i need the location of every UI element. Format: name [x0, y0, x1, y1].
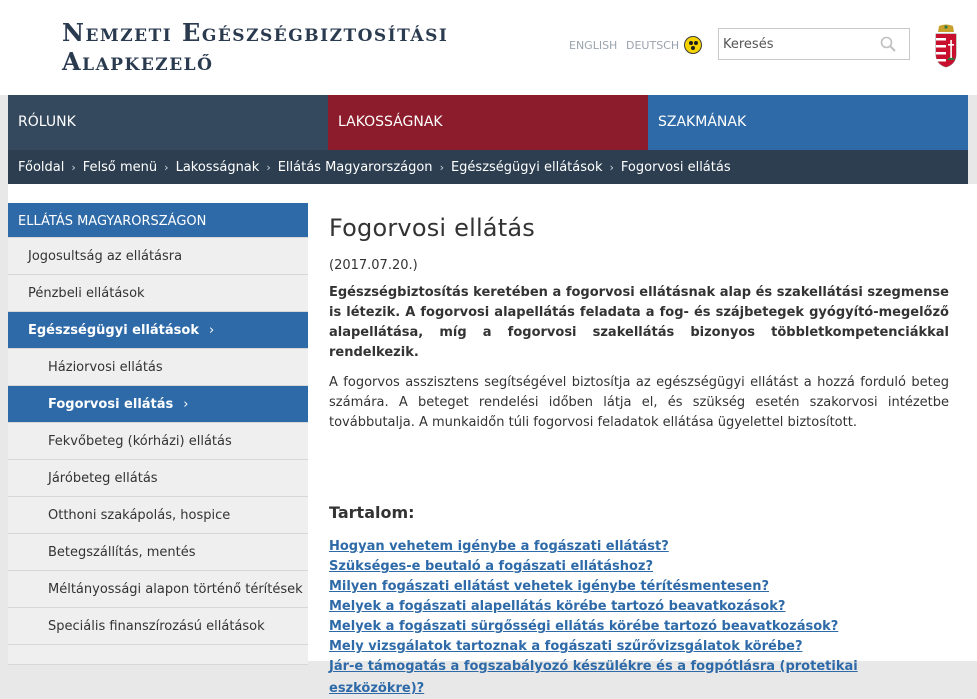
toc-link[interactable]: Hogyan vehetem igénybe a fogászati ellátást? — [329, 539, 669, 554]
list-item — [329, 615, 949, 635]
toc-heading: Tartalom: — [329, 503, 415, 522]
sidebar-item-fekvobeteg[interactable]: Fekvőbeteg (kórházi) ellátás — [8, 423, 308, 460]
list-item — [329, 595, 949, 615]
main-area — [8, 184, 977, 696]
toc-link[interactable]: Mely vizsgálatok tartoznak a fogászati szűrővizsgálatok körébe? — [329, 639, 803, 654]
breadcrumb-separator-icon: › — [266, 160, 271, 174]
coat-of-arms-icon — [933, 24, 959, 68]
chevron-right-icon: › — [209, 323, 215, 338]
sidebar-item-meltanyossagi[interactable]: Méltányossági alapon történő térítések — [8, 571, 308, 608]
sidebar-item-fogorvosi[interactable] — [8, 386, 308, 423]
article-lead: Egészségbiztosítás keretében a fogorvosi ellátásnak alap és szakellátási szegmense is létezik. A fogorvosi alapellátás feladata a fog- és szájbetegek gyógyító-megelőző alapellátása, míg a fogorvosi szakellátás bizonyos többletkompetenciákkal rendelkezik. — [329, 285, 949, 360]
toc-link[interactable]: Milyen fogászati ellátást vehetek igénybe térítésmentesen? — [329, 579, 770, 594]
article-content — [329, 214, 949, 696]
sidebar-item-partial[interactable] — [8, 645, 308, 665]
lang-deutsch-link[interactable]: DEUTSCH — [626, 39, 680, 52]
sidebar-heading[interactable]: ELLÁTÁS MAGYARORSZÁGON — [8, 203, 308, 238]
nav-tab-szakmanak[interactable]: SZAKMÁNAK — [648, 95, 968, 150]
publish-date: (2017.07.20.) — [329, 258, 418, 273]
logo-line-1: Nemzeti Egészségbiztosítási — [62, 18, 449, 47]
sidebar-item-jogosultsag[interactable]: Jogosultság az ellátásra — [8, 238, 308, 275]
breadcrumb-item[interactable]: Főoldal — [18, 159, 65, 175]
nav-tab-lakossagnak[interactable]: LAKOSSÁGNAK — [328, 95, 648, 150]
page-title: Fogorvosi ellátás — [329, 214, 535, 242]
list-item — [329, 575, 949, 595]
toc-link[interactable]: Melyek a fogászati alapellátás körébe tartozó beavatkozások? — [329, 599, 786, 614]
main-navigation — [8, 95, 968, 150]
sidebar-item-specialis[interactable]: Speciális finanszírozású ellátások — [8, 608, 308, 645]
sidebar-item-penzbeli[interactable]: Pénzbeli ellátások — [8, 275, 308, 312]
sidebar-item-otthoni-szakapolas[interactable]: Otthoni szakápolás, hospice — [8, 497, 308, 534]
search-box — [718, 28, 910, 60]
list-item — [329, 555, 949, 575]
sidebar-item-egeszsegugyi[interactable] — [8, 312, 308, 349]
chevron-right-icon: › — [183, 397, 189, 412]
breadcrumb-current: Fogorvosi ellátás — [620, 159, 731, 175]
search-input[interactable] — [723, 34, 873, 54]
breadcrumb-item[interactable]: Lakosságnak — [175, 159, 260, 175]
nav-tab-rolunk[interactable]: RÓLUNK — [8, 95, 328, 150]
breadcrumb-item[interactable]: Felső menü — [82, 159, 158, 175]
breadcrumb-item[interactable]: Egészségügyi ellátások — [450, 159, 603, 175]
sidebar-item-label: Fogorvosi ellátás — [48, 397, 174, 412]
logo-line-2: Alapkezelő — [62, 47, 214, 76]
lang-english-link[interactable]: ENGLISH — [569, 39, 618, 52]
sidebar-item-haziorvosi[interactable]: Háziorvosi ellátás — [8, 349, 308, 386]
sidebar — [8, 203, 308, 665]
list-item — [329, 635, 949, 655]
breadcrumb — [8, 150, 968, 184]
article-paragraph: A fogorvos asszisztens segítségével biztosítja az egészségügyi ellátást a hozzá forduló beteg számára. A beteget rendelési időben látja el, és szükség esetén szakorvosi intézetbe továbbutalja. A munkaidőn túli fogorvosi feladatok ellátása ügyelettel biztosított. — [329, 375, 949, 430]
sidebar-item-label: Egészségügyi ellátások — [28, 323, 199, 338]
breadcrumb-separator-icon: › — [439, 160, 444, 174]
site-logo[interactable] — [62, 18, 448, 76]
toc-list — [329, 535, 949, 696]
breadcrumb-item[interactable]: Ellátás Magyarországon — [277, 159, 433, 175]
sidebar-item-betegszallitas[interactable]: Betegszállítás, mentés — [8, 534, 308, 571]
site-header — [0, 0, 977, 95]
breadcrumb-separator-icon: › — [164, 160, 169, 174]
toc-link[interactable]: Melyek a fogászati sürgősségi ellátás körébe tartozó beavatkozások? — [329, 619, 839, 634]
list-item — [329, 655, 949, 696]
breadcrumb-separator-icon: › — [609, 160, 614, 174]
toc-link[interactable]: Jár-e támogatás a fogszabályozó készülékre és a fogpótlásra (protetikai eszközökre)? — [329, 659, 858, 696]
breadcrumb-separator-icon: › — [71, 160, 76, 174]
sidebar-item-jarobeteg[interactable]: Járóbeteg ellátás — [8, 460, 308, 497]
toc-link[interactable]: Szükséges-e beutaló a fogászati ellátáshoz? — [329, 559, 654, 574]
list-item — [329, 535, 949, 555]
search-icon[interactable] — [880, 36, 896, 52]
accessibility-icon[interactable] — [684, 36, 702, 54]
